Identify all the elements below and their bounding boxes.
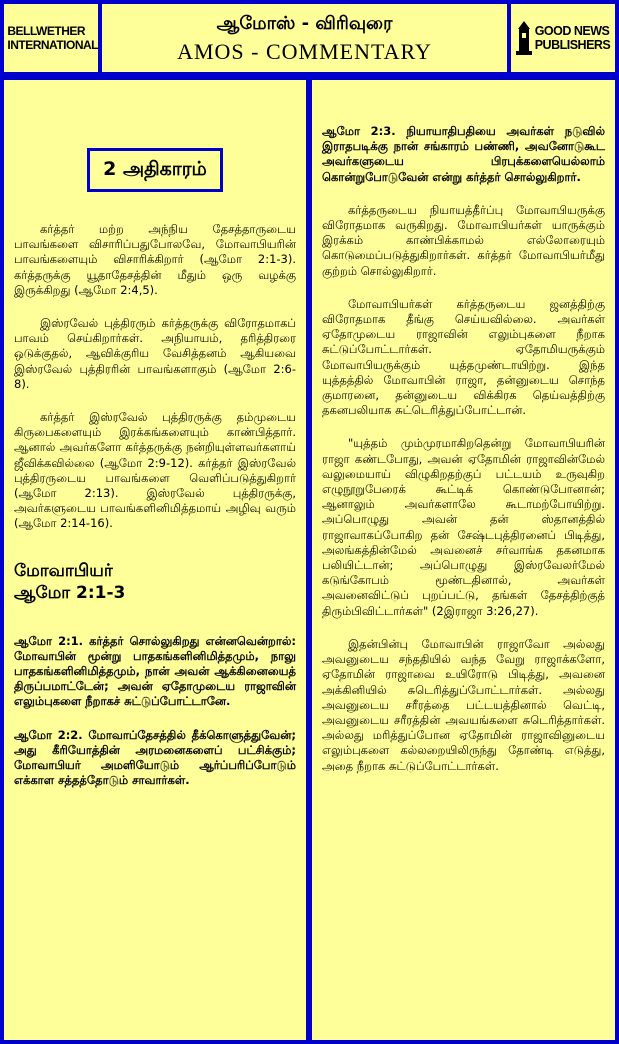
commentary-paragraph-1: கர்த்தருடைய நியாயத்தீர்ப்பு மோவாபியருக்கு விரோதமாக வருகிறது. மோவாபியர்கள் யாருக்கும் இரக்கம் காண்பிக்காமல் எல்லோரையும் கொடுமைப்படுத்துகிறார்கள். கர்த்தர் மோவாபியர்மீது குற்றம் சொல்லுகிறார். [322,202,605,278]
title-tamil: ஆமோஸ் - விரிவுரை [216,13,393,34]
verse-2-2: ஆமோ 2:2. மோவாப்தேசத்தில் தீக்கொளுத்துவேன்; அது கீரியோத்தின் அரமனைகளைப் பட்சிக்கும்; மோவாபியர் அமளியோடும் ஆர்ப்பரிப்போடும் எக்காள சத்தத்தோடும் சாவார்கள். [14,727,296,788]
chapter-heading: 2 அதிகாரம் [87,148,223,192]
right-column [312,80,615,1040]
intro-paragraph-3: கர்த்தர் இஸ்ரவேல் புத்திரருக்கு தம்முடைய கிருபைகளையும் இரக்கங்களையும் காண்பித்தார். ஆனால் அவர்களோ கர்த்தருக்கு நன்றியுள்ளவர்களாய் ஜீவிக்கவில்லை (ஆமோ 2:9-12). கர்த்தர் இஸ்ரவேல் புத்திரருடைய பாவங்களை வெளிப்படுத்துகிறார் (ஆமோ 2:13). இஸ்ரவேல் புத்திரருக்கு, அவர்களுடைய பாவங்களினிமித்தமாய் அழிவு வரும் (ஆமோ 2:14-16). [14,410,296,531]
good-news-logo [511,4,615,72]
title-english: AMOS - COMMENTARY [177,39,432,64]
commentary-quote: "யுத்தம் மும்முரமாகிறதென்று மோவாபியரின் ராஜா கண்டபோது, அவன் ஏதோமின் ராஜாவின்மேல் வலுமையாய் விழுகிறதற்குப் பட்டயம் உருவுகிற எழுநூறுபேரைக் கூட்டிக் கொண்டுபோனான்; ஆனாலும் அவர்களாலே கூடாமற்போயிற்று. அப்பொழுது அவன் தன் ஸ்தானத்தில் ராஜாவாகப்போகிற தன் சேஷ்டபுத்திரனைப் பிடித்து, அலங்கத்தின்மேல் அவனைச் சர்வாங்க தகனமாக பலியிட்டான்; அப்பொழுது இஸ்ரவேலர்மேல் கடுங்கோபம் மூண்டதினால், அவர்கள் அவனைவிட்டுப் புறப்பட்டு, தங்கள் தேசத்திற்குத் திரும்பிவிட்டார்கள்" (2இராஜா 3:26,27). [322,436,605,618]
verse-2-1: ஆமோ 2:1. கர்த்தர் சொல்லுகிறது என்னவென்றால்: மோவாபின் மூன்று பாதகங்களினிமித்தமும், நாலு பாதகங்களினிமித்தமும், நான் அவன் ஆக்கினையைத் திருப்பமாட்டேன்; அவன் ஏதோமுடைய ராஜாவின் எலும்புகளை நீறாகச் சுட்டுப்போட்டானே. [14,633,296,709]
verse-2-3: ஆமோ 2:3. நியாயாதிபதியை அவர்கள் நடுவில் இராதபடிக்கு நான் சங்காரம் பண்ணி, அவனோடுகூட அவர்களுடைய பிரபுக்களையெல்லாம் கொன்றுபோடுவேன் என்று கர்த்தர் சொல்லுகிறார். [322,124,605,184]
logo-line-1: GOOD NEWS [534,24,610,38]
commentary-paragraph-2: மோவாபியர்கள் கர்த்தருடைய ஜனத்திற்கு விரோதமாக தீங்கு செய்யவில்லை. அவர்கள் ஏதோமுடைய ராஜாவின் எலும்புகளை நீறாக சுட்டுப்போட்டார்கள். ஏதோமியருக்கும் மோவாபியருக்கும் யுத்தமுண்டாயிற்று. இந்த யுத்தத்தில் மோவாபின் ராஜா, தன்னுடைய சொந்த குமாரனை, தன்னுடைய விக்கிரக தெய்வத்திற்கு தகனபலியாக சுட்டெரித்துப்போட்டான். [322,296,605,418]
section-title: மோவாபியர் [14,560,113,581]
intro-paragraph-1: கர்த்தர் மற்ற அந்நிய தேசத்தாருடைய பாவங்களை விசாரிப்பதுபோலவே, மோவாபியரின் பாவங்களையும் விசாரிக்கிறார் (ஆமோ 2:1-3). கர்த்தருக்கு யூதாதேசத்தின் மீதும் ஒரு வழக்கு இருக்கிறது (ஆமோ 2:4,5). [14,222,296,297]
logo-line-2: INTERNATIONAL [7,38,98,52]
bellwether-logo [4,4,98,72]
commentary-paragraph-4: இதன்பின்பு மோவாபின் ராஜாவோ அல்லது அவனுடைய சந்ததியில் வந்த வேறு ராஜாக்களோ, ஏதோமின் ராஜாவை உயிரோடு பிடித்து, அவனை அக்கினியில் சுடெரித்துப்போட்டார்கள். அல்லது அவனுடைய சரீரத்தை பட்டயத்தினால் வெட்டி, அவனுடைய சரீரத்தின் அவயங்களை சுடெரித்தார்கள். அல்லது மரித்துப்போன ஏதோமின் ராஜாவினுடைய எலும்புகளை கல்லறையிலிருந்து தோண்டி எடுத்து, அதை நீறாக சுட்டுப்போட்டார்கள். [322,636,605,773]
logo-line-2: PUBLISHERS [534,38,611,52]
tower-icon [516,21,532,55]
header-bar [0,0,619,76]
section-heading [14,560,296,604]
left-column [4,80,306,1040]
intro-paragraph-2: இஸ்ரவேல் புத்திரரும் கர்த்தருக்கு விரோதமாகப் பாவம் செய்கிறார்கள். அநியாயம், தரித்திரரை ஒடுக்குதல், ஆவிக்குரிய வேசித்தனம் ஆகியவை இஸ்ரவேல் புத்திரரின் பாவங்களாகும் (ஆமோ 2:6-8). [14,316,296,391]
section-reference: ஆமோ 2:1-3 [14,582,126,603]
logo-line-1: BELLWETHER [7,24,86,38]
content-frame [0,76,619,1044]
title-box [102,4,507,72]
